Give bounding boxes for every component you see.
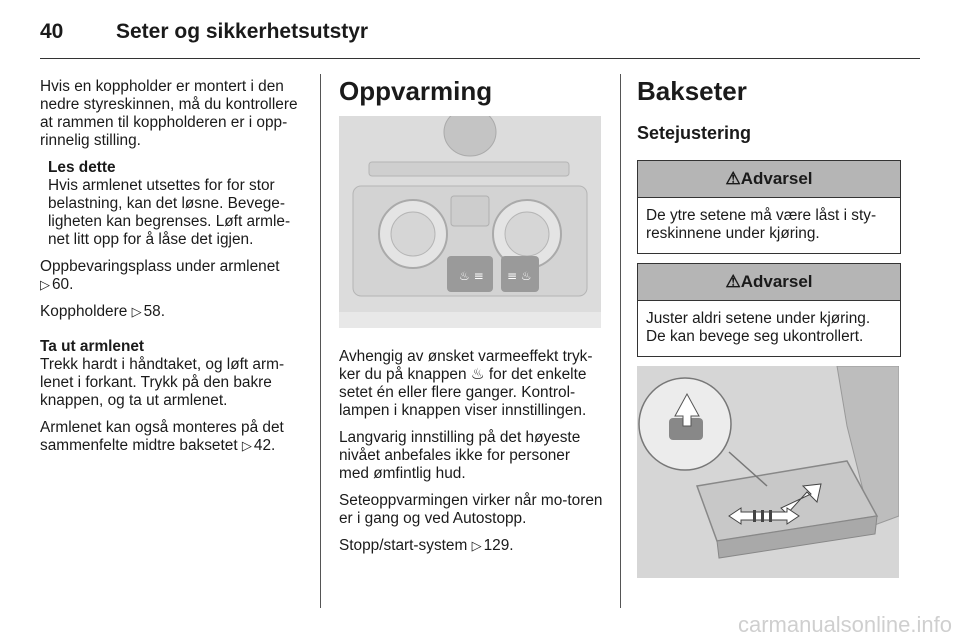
warning-triangle-icon: ⚠ <box>725 169 741 188</box>
subsection-title: Ta ut armlenet <box>40 338 145 355</box>
svg-text:♨ ≡: ♨ ≡ <box>459 269 484 283</box>
arrow-reference-icon: ▷ <box>241 438 252 453</box>
paragraph-text: Armlenet kan også monteres på det sammenfelte midtre baksetet <box>40 419 284 454</box>
arrow-reference-icon: ▷ <box>471 538 482 553</box>
warning-box <box>637 263 901 357</box>
warning-triangle-icon: ⚠ <box>725 272 741 291</box>
section-heading: Oppvarming <box>339 76 493 106</box>
paragraph <box>40 303 306 321</box>
watermark: carmanualsonline.info <box>737 612 952 637</box>
paragraph: Seteoppvarmingen virker når mo-toren er i gang og ved Autostopp. <box>339 492 603 527</box>
paragraph: Hvis en koppholder er montert i den nedre styreskinnen, må du kontrollere at rammen til koppholderen er i opp-rinnelig stilling. <box>40 78 298 149</box>
paragraph-text: Oppbevaringsplass under armlenet <box>40 258 280 275</box>
page-header <box>40 14 920 59</box>
paragraph-text: Stopp/start-system <box>339 537 468 554</box>
note-text: Hvis armlenet utsettes for for stor belastning, kan det løsne. Bevege-ligheten kan begrenses. Løft armle-net litt opp for å låse det igjen. <box>48 177 291 248</box>
left-column <box>40 78 306 464</box>
right-column <box>637 76 901 578</box>
warning-text: Juster aldri setene under kjøring. De kan bevege seg ukontrollert. <box>646 310 871 345</box>
seat-heating-icon: ♨ <box>470 366 485 383</box>
paragraph <box>40 419 306 455</box>
note-title: Les dette <box>48 159 116 176</box>
section-heading: Bakseter <box>637 76 747 106</box>
arrow-reference-icon: ▷ <box>131 304 142 319</box>
seat-adjustment-illustration <box>637 366 899 578</box>
header-title: Seter og sikkerhetsutstyr <box>116 20 369 43</box>
page-reference[interactable]: 129. <box>483 537 514 554</box>
paragraph-text: Avhengig av ønsket varmeeffekt tryk-ker du på knappen <box>339 348 593 383</box>
svg-text:≡ ♨: ≡ ♨ <box>507 269 532 283</box>
warning-box <box>637 160 901 254</box>
page-reference[interactable]: 42. <box>253 437 276 454</box>
page-reference[interactable]: 58. <box>143 303 165 320</box>
subsection-heading: Setejustering <box>637 123 752 143</box>
column-divider <box>320 74 321 608</box>
column-divider <box>620 74 621 608</box>
climate-control-illustration <box>339 116 601 328</box>
paragraph: Trekk hardt i håndtaket, og løft arm-lenet i forkant. Trykk på den bakre knappen, og ta ut armlenet. <box>40 356 285 409</box>
warning-header <box>638 161 900 198</box>
page-reference[interactable]: 60. <box>52 276 74 293</box>
note-block <box>40 159 306 249</box>
warning-title: Advarsel <box>740 272 813 291</box>
paragraph <box>40 258 306 294</box>
middle-column <box>339 76 603 564</box>
page-number: 40 <box>40 20 64 43</box>
arrow-reference-icon: ▷ <box>40 277 50 292</box>
warning-title: Advarsel <box>740 169 813 188</box>
paragraph-text: for det enkelte setet én eller flere ganger. Kontrol-lampen i knappen viser innstillingen. <box>339 366 587 419</box>
warning-text: De ytre setene må være låst i sty-reskinnene under kjøring. <box>646 207 877 242</box>
paragraph <box>339 537 603 555</box>
paragraph-text: Koppholdere <box>40 303 128 320</box>
paragraph <box>339 348 603 420</box>
warning-header <box>638 264 900 301</box>
paragraph: Langvarig innstilling på det høyeste nivået anbefales ikke for personer med ømfintlig hud. <box>339 429 581 482</box>
